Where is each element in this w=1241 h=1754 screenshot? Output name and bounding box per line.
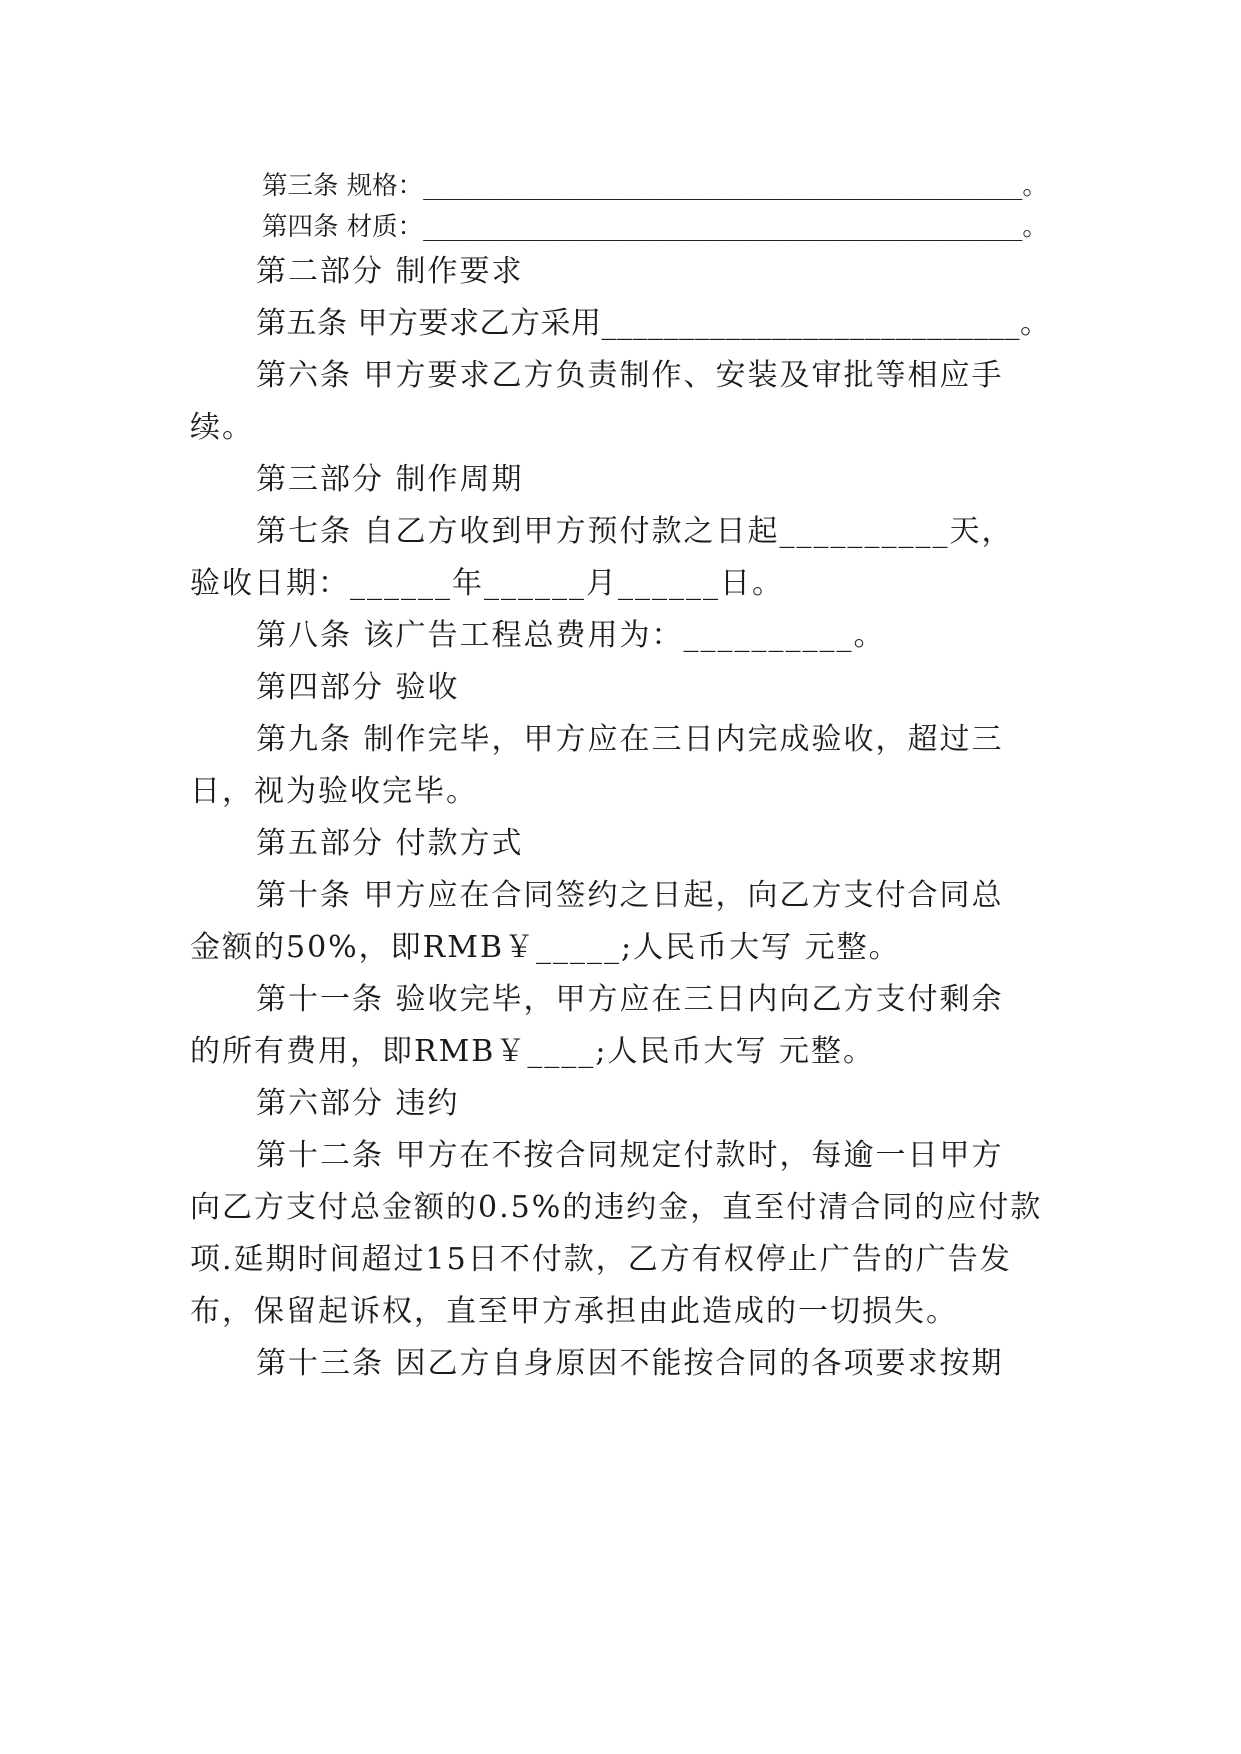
article-11-line-2: 的所有费用，即RMB￥____;人民币大写 元整。 [190, 1034, 875, 1069]
part-6-heading: 第六部分 违约 [256, 1086, 460, 1121]
part-5-heading: 第五部分 付款方式 [256, 826, 524, 861]
article-7-line-1: 第七条 自乙方收到甲方预付款之日起__________天， [256, 514, 1014, 549]
article-3-specification: 第三条 规格：_______________________________________________。 [262, 171, 1048, 201]
article-10-line-2: 金额的50%，即RMB￥_____;人民币大写 元整。 [190, 930, 901, 965]
article-4-material: 第四条 材质：_______________________________________________。 [262, 212, 1048, 242]
article-13-line-1: 第十三条 因乙方自身原因不能按合同的各项要求按期 [256, 1346, 1004, 1381]
article-11-line-1: 第十一条 验收完毕，甲方应在三日内向乙方支付剩余 [256, 982, 1004, 1017]
article-6-line-1: 第六条 甲方要求乙方负责制作、安装及审批等相应手 [256, 358, 1004, 393]
part-3-heading: 第三部分 制作周期 [256, 462, 524, 497]
article-10-line-1: 第十条 甲方应在合同签约之日起，向乙方支付合同总 [256, 878, 1004, 913]
article-12-line-2: 向乙方支付总金额的0.5%的违约金，直至付清合同的应付款 [190, 1190, 1043, 1225]
article-8: 第八条 该广告工程总费用为：__________。 [256, 618, 886, 653]
article-6-line-2: 续。 [190, 410, 254, 445]
article-9-line-1: 第九条 制作完毕，甲方应在三日内完成验收，超过三 [256, 722, 1004, 757]
article-12-line-1: 第十二条 甲方在不按合同规定付款时，每逾一日甲方 [256, 1138, 1004, 1173]
article-5: 第五条 甲方要求乙方采用___________________________。 [256, 306, 1051, 341]
article-12-line-3: 项.延期时间超过15日不付款，乙方有权停止广告的广告发 [190, 1242, 1012, 1277]
part-2-heading: 第二部分 制作要求 [256, 254, 524, 289]
article-9-line-2: 日，视为验收完毕。 [190, 774, 478, 809]
part-4-heading: 第四部分 验收 [256, 670, 460, 705]
article-12-line-4: 布，保留起诉权，直至甲方承担由此造成的一切损失。 [190, 1294, 958, 1329]
article-7-line-2: 验收日期：______年______月______日。 [190, 566, 784, 601]
